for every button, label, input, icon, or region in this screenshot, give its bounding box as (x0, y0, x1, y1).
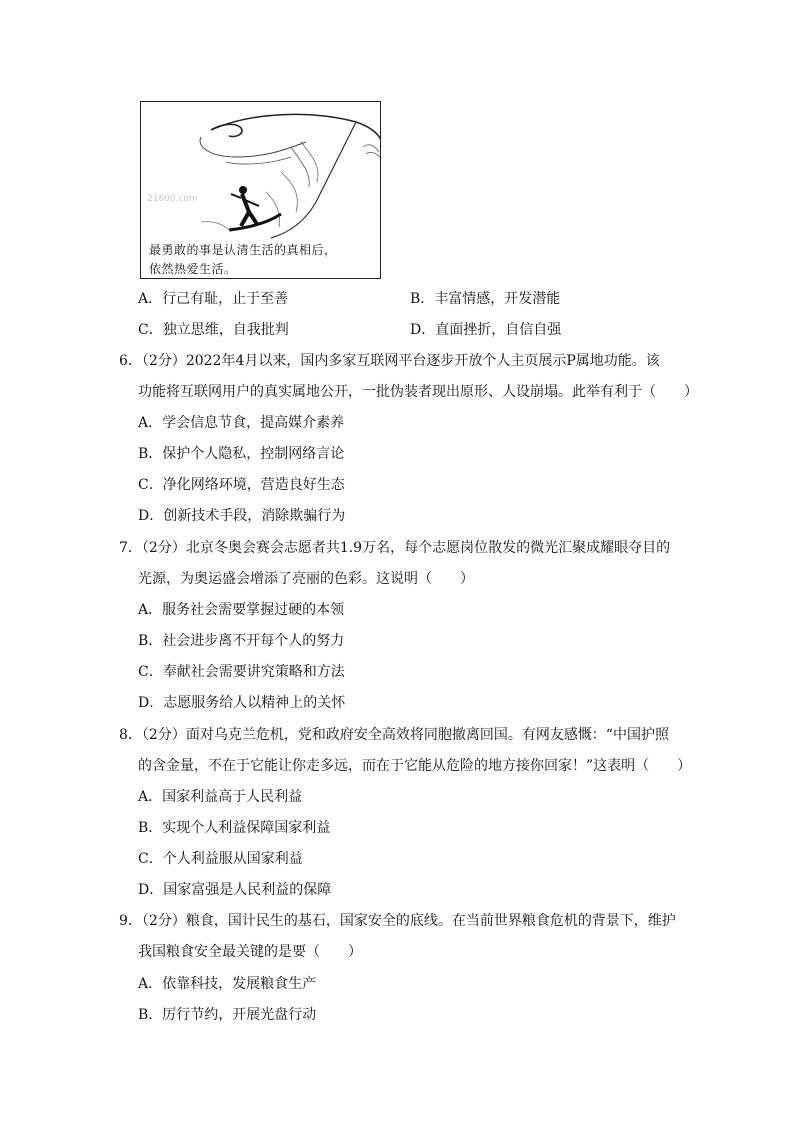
q8-option-c: C．个人利益服从国家利益 (138, 851, 303, 867)
caption-line-2: 依然热爱生活。 (149, 262, 237, 276)
q9-stem-line-2: 我国粮食安全最关键的是要（ ） (138, 944, 362, 960)
q5-option-d: D．直面挫折，自信自强 (410, 322, 562, 338)
q6-option-b: B．保护个人隐私，控制网络言论 (138, 446, 345, 462)
watermark: 21600.com (147, 194, 198, 204)
q5-option-c: C．独立思维，自我批判 (138, 322, 289, 338)
q8-option-b: B．实现个人利益保障国家利益 (138, 820, 331, 836)
q6-stem-line-2: 功能将互联网用户的真实属地公开，一批伪装者现出原形、人设崩塌。此举有利于（ ） (138, 384, 698, 400)
q6-option-c: C．净化网络环境，营造良好生态 (138, 477, 345, 493)
q6-option-a: A．学会信息节食，提高媒介素养 (138, 415, 345, 431)
q9-stem-line-1: 9．（2分）粮食，国计民生的基石，国家安全的底线。在当前世界粮食危机的背景下，维护 (119, 913, 676, 929)
q7-option-c: C．奉献社会需要讲究策略和方法 (138, 664, 345, 680)
cartoon-figure (140, 101, 381, 279)
q7-option-b: B．社会进步离不开每个人的努力 (138, 633, 345, 649)
q8-option-d: D．国家富强是人民利益的保障 (138, 882, 332, 898)
q7-option-d: D．志愿服务给人以精神上的关怀 (138, 695, 346, 711)
q6-stem-line-1: 6．（2分）2022年4月以来，国内多家互联网平台逐步开放个人主页展示P属地功能。该 (119, 353, 660, 369)
q7-option-a: A．服务社会需要掌握过硬的本领 (138, 602, 345, 618)
figure-caption (149, 241, 337, 279)
q9-option-b: B．厉行节约，开展光盘行动 (138, 1007, 317, 1023)
caption-line-1: 最勇敢的事是认清生活的真相后， (149, 243, 337, 257)
q8-stem-line-1: 8．（2分）面对乌克兰危机，党和政府安全高效将同胞撤离回国。有网友感慨：“中国护照 (119, 727, 669, 743)
q9-option-a: A．依靠科技，发展粮食生产 (138, 976, 317, 992)
q5-option-a: A．行己有耻，止于至善 (138, 291, 289, 307)
q5-option-b: B．丰富情感，开发潜能 (410, 291, 561, 307)
q8-stem-line-2: 的含金量，不在于它能让你走多远，而在于它能从危险的地方接你回家！”这表明（ ） (138, 758, 692, 774)
q7-stem-line-2: 光源，为奥运盛会增添了亮丽的色彩。这说明（ ） (138, 571, 474, 587)
q7-stem-line-1: 7．（2分）北京冬奥会赛会志愿者共1.9万名，每个志愿岗位散发的微光汇聚成耀眼夺目的 (119, 540, 671, 556)
q8-option-a: A．国家利益高于人民利益 (138, 789, 303, 805)
q6-option-d: D．创新技术手段，消除欺骗行为 (138, 508, 346, 524)
